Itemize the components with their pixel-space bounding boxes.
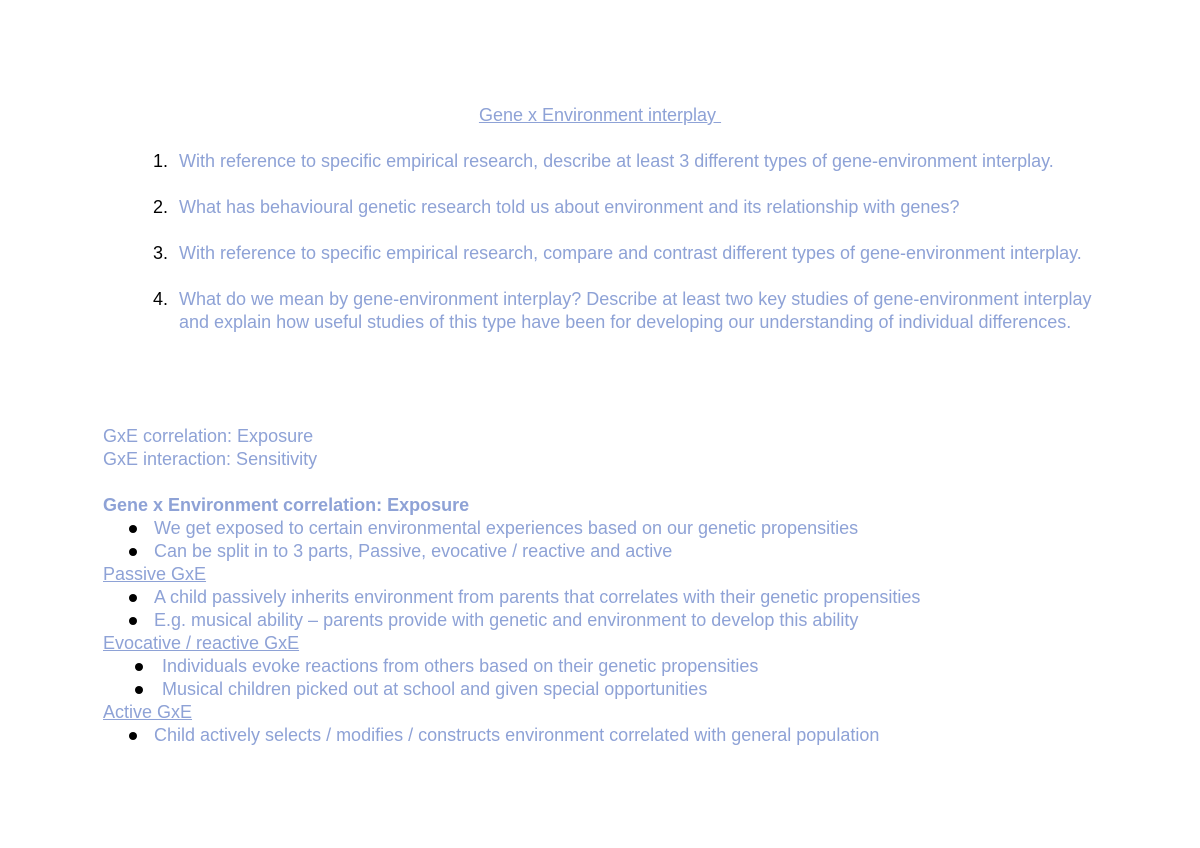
bullet-icon — [129, 548, 137, 556]
summary-interaction: GxE interaction: Sensitivity — [103, 449, 318, 469]
question-text: With reference to specific empirical research, compare and contrast different types of gene-environment interplay. — [179, 243, 1082, 263]
bullet-icon — [129, 732, 137, 740]
question-item — [153, 150, 1113, 173]
question-number: 2. — [153, 197, 169, 217]
summary-correlation: GxE correlation: Exposure — [103, 426, 314, 446]
list-item-text: Child actively selects / modifies / constructs environment correlated with general population — [154, 725, 880, 745]
bullet-icon — [135, 686, 143, 694]
question-number: 1. — [153, 151, 169, 171]
list-item-text: Can be split in to 3 parts, Passive, evocative / reactive and active — [154, 541, 673, 561]
list-item — [103, 609, 1103, 632]
list-item-text: Individuals evoke reactions from others based on their genetic propensities — [162, 656, 759, 676]
question-list — [153, 150, 1113, 357]
list-item — [103, 540, 1103, 563]
passive-heading: Passive GxE — [103, 564, 207, 584]
evocative-heading: Evocative / reactive GxE — [103, 633, 300, 653]
list-item-text: E.g. musical ability – parents provide with genetic and environment to develop this ability — [154, 610, 859, 630]
spacer — [103, 471, 1103, 494]
list-item-text: We get exposed to certain environmental experiences based on our genetic propensities — [154, 518, 859, 538]
list-item-text: A child passively inherits environment from parents that correlates with their genetic propensities — [154, 587, 921, 607]
list-item — [103, 655, 1103, 678]
bullet-icon — [135, 663, 143, 671]
list-item — [103, 586, 1103, 609]
question-text: What has behavioural genetic research told us about environment and its relationship with genes? — [179, 197, 960, 217]
section-heading: Gene x Environment correlation: Exposure — [103, 495, 470, 515]
active-heading: Active GxE — [103, 702, 193, 722]
list-item-text: Musical children picked out at school and given special opportunities — [162, 679, 708, 699]
question-text: What do we mean by gene-environment interplay? Describe at least two key studies of gene-environment interplay and explain how useful studies of this type have been for developing our understanding of individual differences. — [179, 289, 1092, 332]
list-item — [103, 678, 1103, 701]
question-item — [153, 196, 1113, 219]
question-number: 4. — [153, 289, 169, 309]
notes-body — [103, 425, 1103, 747]
question-number: 3. — [153, 243, 169, 263]
question-item — [153, 242, 1113, 265]
bullet-icon — [129, 525, 137, 533]
question-item — [153, 288, 1113, 334]
list-item — [103, 724, 1103, 747]
question-text: With reference to specific empirical research, describe at least 3 different types of gene-environment interplay. — [179, 151, 1054, 171]
document-title: Gene x Environment interplay — [478, 105, 722, 125]
list-item — [103, 517, 1103, 540]
bullet-icon — [129, 617, 137, 625]
bullet-icon — [129, 594, 137, 602]
